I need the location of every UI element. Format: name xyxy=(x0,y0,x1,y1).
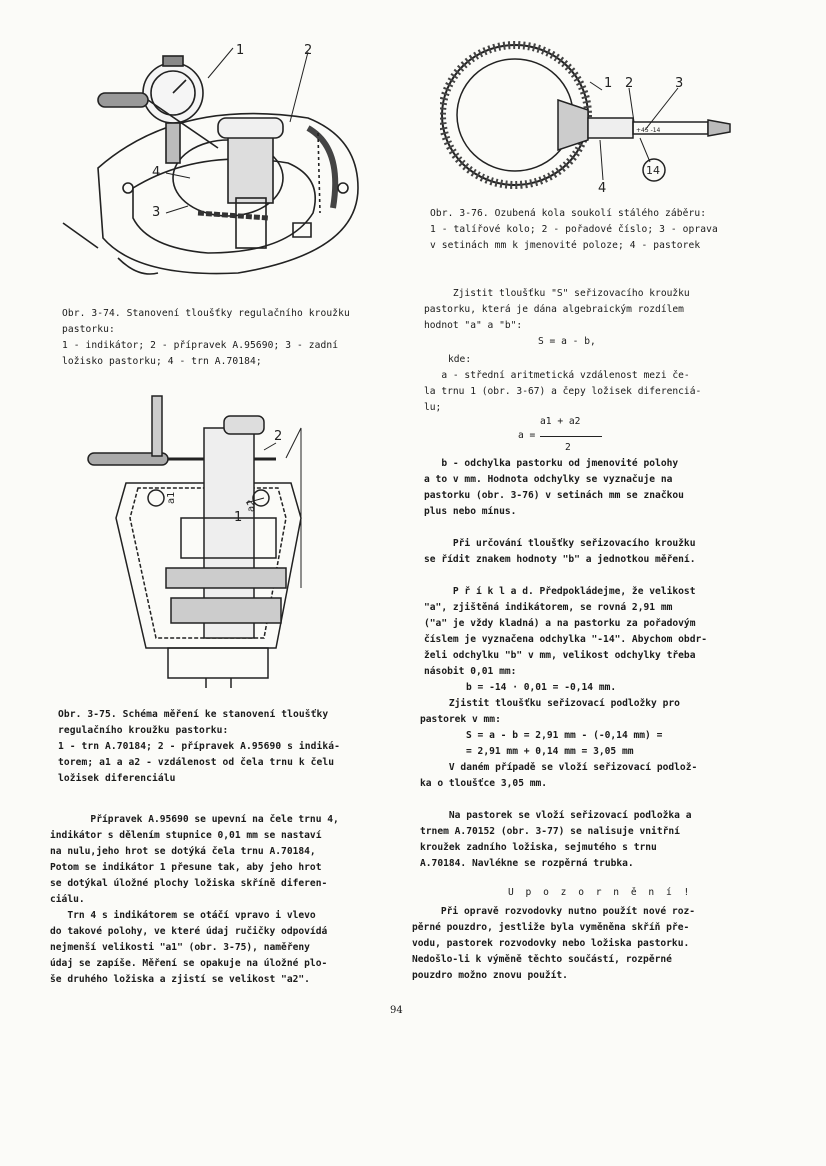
equation-s-calc-2: = 2,91 mm + 0,14 mm = 3,05 mm xyxy=(466,746,634,757)
caption-3-74: Obr. 3-74. Stanovení tloušťky regulačního kroužku pastorku: 1 - indikátor; 2 - přípravek A.95690; 3 - zadní ložisko pastorku; 4 - trn A.70184; xyxy=(62,308,350,367)
fig76-callout-1: 1 xyxy=(604,76,613,91)
figure-3-76-drawing xyxy=(440,40,740,200)
figure-3-75-drawing xyxy=(86,388,346,693)
caption-3-75: Obr. 3-75. Schéma měření ke stanovení tloušťky regulačního kroužku pastorku: 1 - trn A.70184; 2 - přípravek A.95690 s indiká- torem; a1 a a2 - vzdálenost od čela trnu k čelu ložisek diferenciálu xyxy=(58,709,341,784)
right-paragraph-4: Při určování tloušťky seřizovacího kroužku se řídit znakem hodnoty "b" a jednotkou měření. xyxy=(424,538,696,565)
fraction-numerator: a1 + a2 xyxy=(540,416,581,427)
fig75-callout-a2: a2 xyxy=(246,499,257,512)
right-paragraph-8: Na pastorek se vloží seřizovací podložka a trnem A.70152 (obr. 3-77) se nalisuje vnitřní kroužek zadního ložiska, sejmutého s trnu A.70184. Navlékne se rozpěrná trubka. xyxy=(420,810,692,869)
fig75-callout-2: 2 xyxy=(274,429,283,444)
equation-s-calc-1: S = a - b = 2,91 mm - (-0,14 mm) = xyxy=(466,730,663,741)
fig76-callout-3: 3 xyxy=(675,76,684,91)
fig74-callout-4: 4 xyxy=(152,165,161,180)
figure-3-74 xyxy=(58,38,388,288)
right-paragraph-5: P ř í k l a d. Předpokládejme, že velikost "a", zjištěná indikátorem, se rovná 2,91 mm ("a" je vždy kladná) a na pastorku za pořadovým číslem je vyznačena odchylka "-14". Abychom obdr- želi odchylku "b" v mm, velikost odchylky třeba násobit 0,01 mm: xyxy=(424,586,708,677)
fraction-lhs: a = xyxy=(518,430,536,441)
figure-3-75 xyxy=(86,388,346,693)
fig74-callout-1: 1 xyxy=(236,43,245,58)
figure-3-76 xyxy=(440,40,740,200)
fig74-callout-2: 2 xyxy=(304,43,313,58)
fig75-callout-a1: a1 xyxy=(166,491,177,504)
right-paragraph-6: Zjistit tloušťku seřizovací podložky pro pastorek v mm: xyxy=(420,698,680,725)
fig76-callout-2: 2 xyxy=(625,76,634,91)
right-paragraph-1: Zjistit tloušťku "S" seřizovacího kroužku pastorku, která je dána algebraickým rozdílem hodnot "a" a "b": xyxy=(424,288,690,331)
fig76-callout-4: 4 xyxy=(598,181,607,196)
right-paragraph-9: Při opravě rozvodovky nutno použít nové roz- pěrné pouzdro, jestliže byla vyměněna skříň pře- vodu, pastorek rozvodovky nebo ložiska pastorku. Nedošlo-li k výměně těchto součástí, rozpěrné pouzdro možno znovu použít. xyxy=(412,906,696,981)
equation-s: S = a - b, xyxy=(538,336,596,347)
caption-3-76: Obr. 3-76. Ozubená kola soukolí stálého záběru: 1 - talířové kolo; 2 - pořadové číslo; 3 - oprava v setinách mm k jmenovité poloze; 4 - pastorek xyxy=(430,208,718,251)
fig74-callout-3: 3 xyxy=(152,205,161,220)
fraction-bar xyxy=(540,436,602,437)
left-paragraph-2: Trn 4 s indikátorem se otáčí vpravo i vlevo do takové polohy, ve které údaj ručičky odpovídá nejmenší velikosti "a1" (obr. 3-75), naměřeny údaj se zapíše. Měření se opakuje na úložné plo- še druhého ložiska a zjistí se velikost "a2". xyxy=(50,910,328,985)
fraction-denominator: 2 xyxy=(565,442,571,453)
label-kde: kde: xyxy=(448,354,472,365)
fig75-callout-1: 1 xyxy=(234,510,243,525)
warning-heading: U p o z o r n ě n í ! xyxy=(508,887,693,898)
page-number: 94 xyxy=(390,1005,403,1016)
right-paragraph-2: a - střední aritmetická vzdálenost mezi če- la trnu 1 (obr. 3-67) a čepy ložisek diferenciá- lu; xyxy=(424,370,702,413)
figure-3-74-drawing xyxy=(58,38,388,288)
fig76-marking: +45 -14 xyxy=(636,127,661,134)
fig76-callout-14: 14 xyxy=(646,164,660,177)
left-paragraph-1: Přípravek A.95690 se upevní na čele trnu 4, indikátor s dělením stupnice 0,01 mm se nastaví na nulu,jeho hrot se dotýká čela trnu A.70184, Potom se indikátor 1 přesune tak, aby jeho hrot se dotýkal úložné plochy ložiska skříně diferen- ciálu. xyxy=(50,814,339,905)
right-paragraph-7: V daném případě se vloží seřizovací podlož- ka o tloušťce 3,05 mm. xyxy=(420,762,698,789)
equation-b: b = -14 · 0,01 = -0,14 mm. xyxy=(466,682,617,693)
right-paragraph-3: b - odchylka pastorku od jmenovité polohy a to v mm. Hodnota odchylky se vyznačuje na pastorku (obr. 3-76) v setinách mm se značkou plus nebo mínus. xyxy=(424,458,684,517)
